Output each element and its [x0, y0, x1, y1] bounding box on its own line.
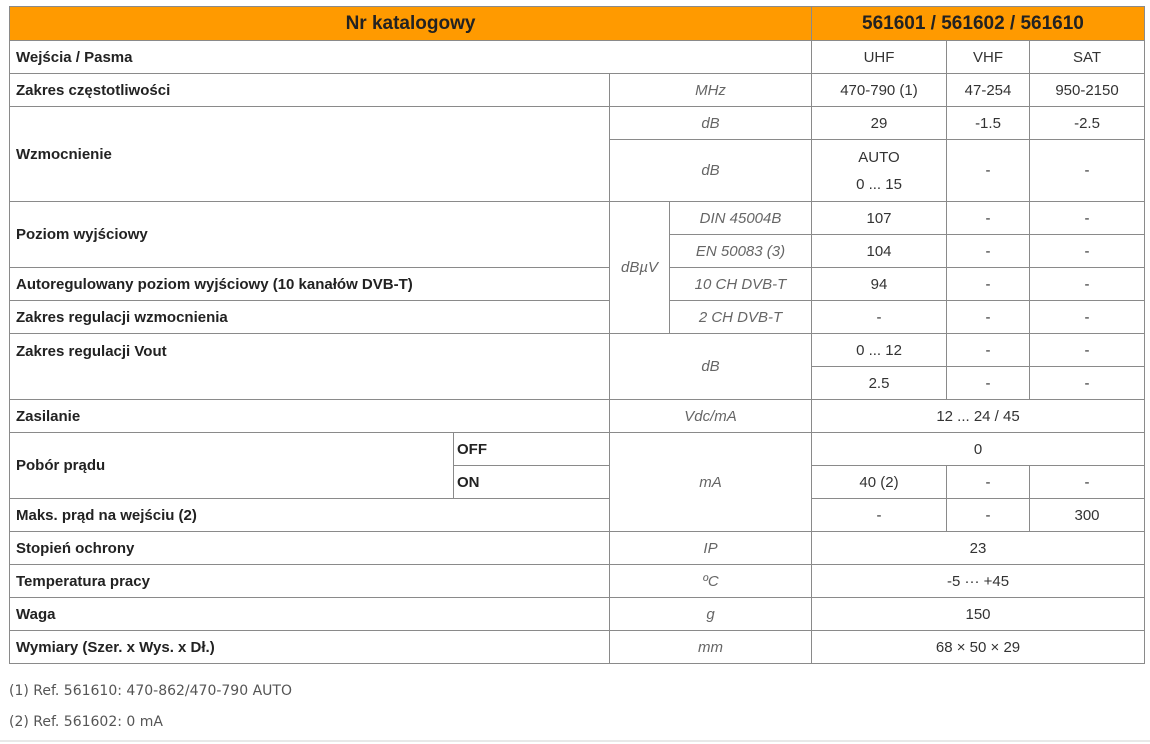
current-on-sat: -: [1030, 466, 1145, 499]
output-uhf-2: 104: [812, 235, 947, 268]
output-sat-1: -: [1030, 202, 1145, 235]
gain-uhf-2: [812, 140, 947, 202]
gain-uhf-2-mode: AUTO: [858, 148, 900, 166]
vout-unit: dB: [610, 334, 812, 400]
freq-label: Zakres częstotliwości: [10, 74, 610, 107]
band-uhf: UHF: [812, 41, 947, 74]
bands-row: [10, 41, 1145, 74]
current-row-off: [10, 433, 1145, 466]
gain-label: Wzmocnienie: [10, 107, 610, 202]
current-off-value: 0: [812, 433, 1145, 466]
vout-vhf-1: -: [947, 334, 1030, 367]
gain-row-1: [10, 107, 1145, 140]
gain-sat-2: -: [1030, 140, 1145, 202]
gain-unit-2: dB: [610, 140, 812, 202]
current-off-label: OFF: [454, 433, 610, 466]
vout-sat-1: -: [1030, 334, 1145, 367]
temperature-label: Temperatura pracy: [10, 565, 610, 598]
max-current-row: [10, 499, 1145, 532]
auto-output-std: 10 CH DVB-T: [670, 268, 812, 301]
weight-value: 150: [812, 598, 1145, 631]
protection-row: [10, 532, 1145, 565]
auto-output-vhf: -: [947, 268, 1030, 301]
protection-label: Stopień ochrony: [10, 532, 610, 565]
supply-row: [10, 400, 1145, 433]
footnote-2: (2) Ref. 561602: 0 mA: [9, 714, 163, 730]
header-row: [10, 7, 1145, 41]
footnote-1: (1) Ref. 561610: 470-862/470-790 AUTO: [9, 683, 292, 699]
vout-row-1: [10, 334, 1145, 367]
auto-output-row: [10, 268, 1145, 301]
catalog-number-label: Nr katalogowy: [10, 7, 812, 41]
current-on-uhf: 40 (2): [812, 466, 947, 499]
current-unit: mA: [610, 433, 812, 532]
supply-unit: Vdc/mA: [610, 400, 812, 433]
output-vhf-1: -: [947, 202, 1030, 235]
gain-range-row: [10, 301, 1145, 334]
gain-range-std: 2 CH DVB-T: [670, 301, 812, 334]
vout-uhf-1: 0 ... 12: [812, 334, 947, 367]
gain-sat-1: -2.5: [1030, 107, 1145, 140]
vout-sat-2: -: [1030, 367, 1145, 400]
freq-unit: MHz: [610, 74, 812, 107]
freq-row: [10, 74, 1145, 107]
output-unit: dBµV: [610, 202, 670, 334]
output-std-2: EN 50083 (3): [670, 235, 812, 268]
max-current-vhf: -: [947, 499, 1030, 532]
output-sat-2: -: [1030, 235, 1145, 268]
vout-vhf-2: -: [947, 367, 1030, 400]
output-std-1: DIN 45004B: [670, 202, 812, 235]
band-sat: SAT: [1030, 41, 1145, 74]
bands-label: Wejścia / Pasma: [10, 41, 812, 74]
weight-unit: g: [610, 598, 812, 631]
output-label: Poziom wyjściowy: [10, 202, 610, 268]
auto-output-sat: -: [1030, 268, 1145, 301]
auto-output-uhf: 94: [812, 268, 947, 301]
dimensions-row: [10, 631, 1145, 664]
output-row-1: [10, 202, 1145, 235]
gain-vhf-2: -: [947, 140, 1030, 202]
max-current-uhf: -: [812, 499, 947, 532]
weight-label: Waga: [10, 598, 610, 631]
supply-label: Zasilanie: [10, 400, 610, 433]
freq-sat: 950-2150: [1030, 74, 1145, 107]
footnotes: [9, 682, 292, 744]
dimensions-unit: mm: [610, 631, 812, 664]
gain-uhf-1: 29: [812, 107, 947, 140]
current-on-vhf: -: [947, 466, 1030, 499]
current-label: Pobór prądu: [10, 433, 454, 499]
band-vhf: VHF: [947, 41, 1030, 74]
supply-value: 12 ... 24 / 45: [812, 400, 1145, 433]
output-vhf-2: -: [947, 235, 1030, 268]
vout-uhf-2: 2.5: [812, 367, 947, 400]
gain-vhf-1: -1.5: [947, 107, 1030, 140]
max-current-sat: 300: [1030, 499, 1145, 532]
auto-output-label: Autoregulowany poziom wyjściowy (10 kanałów DVB-T): [10, 268, 610, 301]
output-uhf-1: 107: [812, 202, 947, 235]
gain-uhf-2-range: 0 ... 15: [856, 175, 902, 193]
gain-unit-1: dB: [610, 107, 812, 140]
catalog-numbers: 561601 / 561602 / 561610: [812, 7, 1145, 41]
dimensions-value: 68 × 50 × 29: [812, 631, 1145, 664]
temperature-row: [10, 565, 1145, 598]
temperature-value: -5 ··· +45: [812, 565, 1145, 598]
gain-range-vhf: -: [947, 301, 1030, 334]
freq-uhf: 470-790 (1): [812, 74, 947, 107]
spec-table: [9, 6, 1145, 664]
max-current-label: Maks. prąd na wejściu (2): [10, 499, 610, 532]
gain-range-label: Zakres regulacji wzmocnienia: [10, 301, 610, 334]
protection-unit: IP: [610, 532, 812, 565]
gain-range-sat: -: [1030, 301, 1145, 334]
freq-vhf: 47-254: [947, 74, 1030, 107]
current-on-label: ON: [454, 466, 610, 499]
vout-label: Zakres regulacji Vout: [10, 334, 610, 400]
protection-value: 23: [812, 532, 1145, 565]
dimensions-label: Wymiary (Szer. x Wys. x Dł.): [10, 631, 610, 664]
temperature-unit: ºC: [610, 565, 812, 598]
weight-row: [10, 598, 1145, 631]
gain-range-uhf: -: [812, 301, 947, 334]
